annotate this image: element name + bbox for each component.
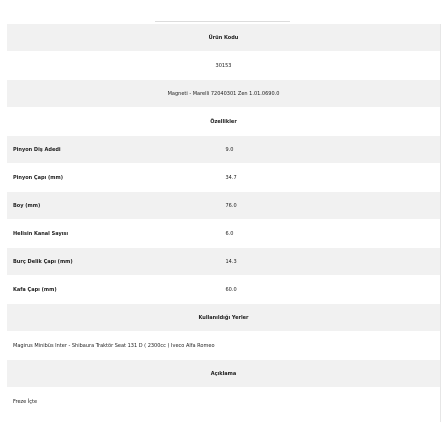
description-header: Açıklama [7, 360, 440, 388]
features-header: Özellikler [7, 108, 440, 136]
cross-reference-row [7, 80, 440, 108]
feature-value: 34.7 [224, 164, 441, 192]
description-header-row [7, 360, 440, 388]
feature-row [7, 220, 440, 248]
product-code-header-row [7, 24, 440, 52]
feature-label: Pinyon Çapı (mm) [7, 164, 224, 192]
usage-text: Magirus Minibüs Inter - Shibaura Traktör Seat 131 D ( 2300cc ) Iveco Alfa Romeo [7, 332, 440, 360]
description-text: Freze İçte [7, 388, 440, 416]
feature-value: 6.0 [224, 220, 441, 248]
feature-value: 76.0 [224, 192, 441, 220]
feature-row [7, 248, 440, 276]
usage-row [7, 332, 440, 360]
feature-label: Burç Delik Çapı (mm) [7, 248, 224, 276]
feature-row [7, 192, 440, 220]
product-code-value: 30153 [7, 52, 440, 80]
feature-label: Pinyon Diş Adedi [7, 136, 224, 164]
feature-label: Helisin Kanal Sayısı [7, 220, 224, 248]
feature-row [7, 276, 440, 304]
feature-row [7, 164, 440, 192]
feature-row [7, 136, 440, 164]
feature-label: Kafa Çapı (mm) [7, 276, 224, 304]
product-spec-table [7, 24, 440, 416]
description-row [7, 388, 440, 416]
feature-value: 60.0 [224, 276, 441, 304]
feature-value: 14.3 [224, 248, 441, 276]
usage-header: Kullanıldığı Yerler [7, 304, 440, 332]
usage-header-row [7, 304, 440, 332]
feature-value: 9.0 [224, 136, 441, 164]
cross-reference-value: Magneti - Marelli 72040301 Zen 1.01.0690.0 [7, 80, 440, 108]
features-header-row [7, 108, 440, 136]
product-code-row [7, 52, 440, 80]
feature-label: Boy (mm) [7, 192, 224, 220]
top-divider [155, 21, 290, 22]
product-code-header: Ürün Kodu [7, 24, 440, 52]
right-border [440, 24, 441, 422]
